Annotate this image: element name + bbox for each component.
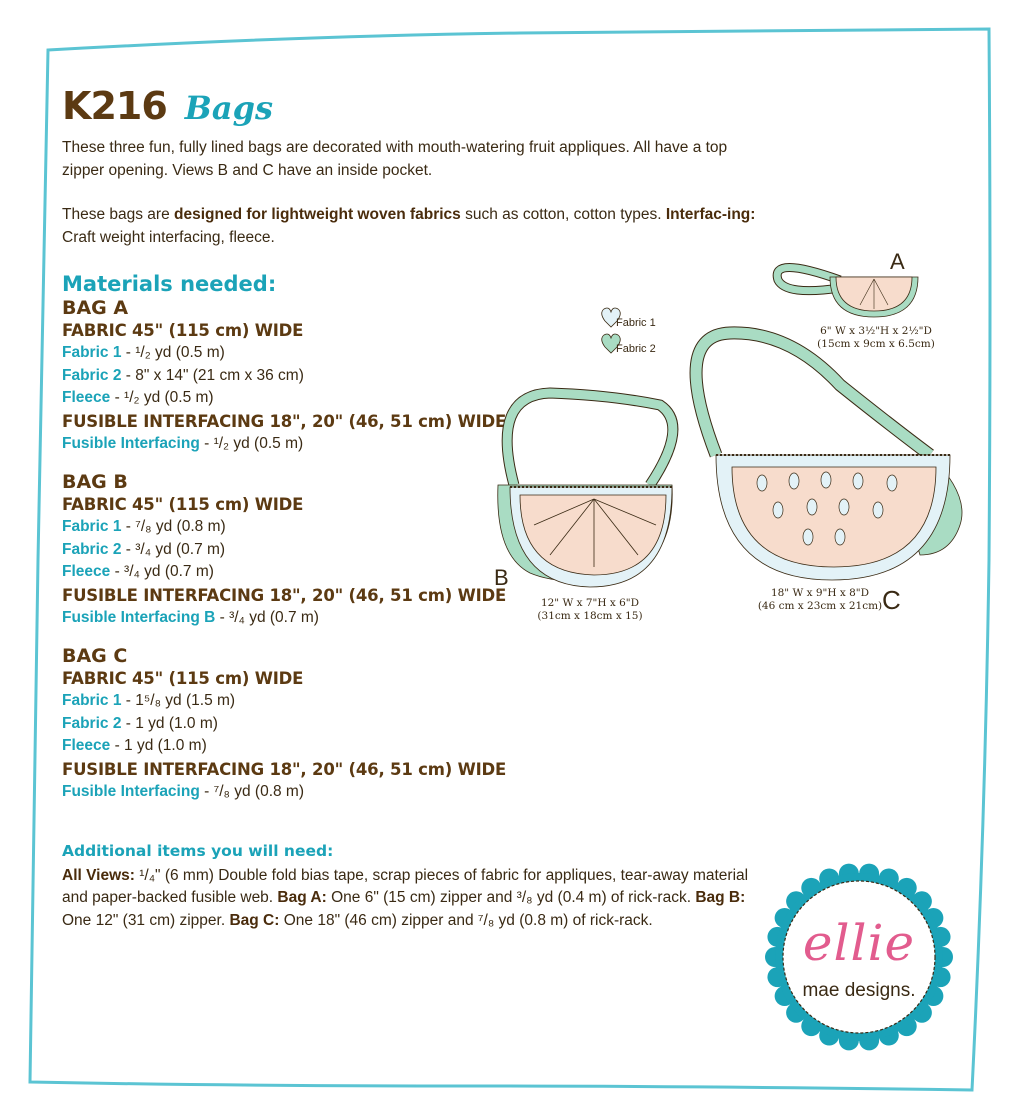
- bags-drawing: [490, 255, 980, 635]
- view-a-label: A: [890, 249, 905, 274]
- intro-paragraph: These three fun, fully lined bags are decorated with mouth-watering fruit appliques. All have a top zipper opening. Views B and C have an inside pocket.: [62, 139, 728, 179]
- bag-a-title: BAG A: [62, 297, 129, 319]
- legend-fabric2: Fabric 2: [616, 343, 656, 355]
- additional-items: [62, 840, 774, 932]
- bag-c-drawing: [696, 333, 962, 580]
- view-c-label: C: [882, 585, 901, 615]
- bag-b-fusible-head: FUSIBLE INTERFACING 18", 20" (46, 51 cm) WIDE: [62, 585, 507, 605]
- bag-illustrations: [490, 249, 980, 635]
- bag-b-drawing: [498, 393, 673, 587]
- materials-heading: Materials needed:: [62, 272, 277, 296]
- page-title: Bags: [184, 89, 273, 127]
- bag-b-fabric-head: FABRIC 45" (115 cm) WIDE: [62, 495, 304, 514]
- logo-ellie-text: ellie: [802, 914, 916, 972]
- bag-a-fusible-head: FUSIBLE INTERFACING 18", 20" (46, 51 cm) WIDE: [62, 411, 507, 431]
- bag-c-fusible: Fusible Interfacing - ⁷/₈ yd (0.8 m): [62, 782, 304, 800]
- bag-b-fusible: Fusible Interfacing B - ³/₄ yd (0.7 m): [62, 608, 319, 626]
- additional-heading: Additional items you will need:: [62, 842, 334, 860]
- bag-b-fabric2: Fabric 2 - ³/₄ yd (0.7 m): [62, 540, 226, 558]
- additional-text: All Views: ¹/₄" (6 mm) Double fold bias tape, scrap pieces of fabric for appliques, tear-away material and paper-backed fusible web. Bag A: One 6" (15 cm) zipper and ³/₈ yd (0.4 m) of rick-rack. Bag B: One 12" (31 cm) zipper. Bag C: One 18" (46 cm) zipper and ⁷/₈ yd (0.8 m) of rick-rack.: [62, 866, 749, 929]
- bag-b-title: BAG B: [62, 471, 128, 493]
- bag-a-dimensions: 6" W x 3½"H x 2½"D (15cm x 9cm x 6.5cm): [817, 325, 935, 350]
- bag-b-fabric1: Fabric 1 - ⁷/₈ yd (0.8 m): [62, 518, 226, 535]
- brand-logo: [764, 862, 954, 1052]
- bag-c-fabric1: Fabric 1 - 1⁵/₈ yd (1.5 m): [62, 692, 236, 709]
- bag-c-fabric-head: FABRIC 45" (115 cm) WIDE: [62, 669, 304, 688]
- bag-c-fleece: Fleece - 1 yd (1.0 m): [62, 737, 207, 754]
- title-row: [62, 84, 782, 136]
- logo-mae-text: mae designs.: [802, 980, 916, 1001]
- bag-a-fabric-head: FABRIC 45" (115 cm) WIDE: [62, 321, 304, 340]
- bag-a-fleece: Fleece - ¹/₂ yd (0.5 m): [62, 389, 214, 406]
- bag-a-fusible: Fusible Interfacing - ¹/₂ yd (0.5 m): [62, 434, 304, 452]
- fabric-paragraph: These bags are designed for lightweight woven fabrics such as cotton, cotton types. Interfac-ing: Craft weight interfacing, fleece.: [62, 206, 756, 246]
- bag-b-fleece: Fleece - ³/₄ yd (0.7 m): [62, 563, 214, 580]
- view-b-label: B: [494, 565, 509, 590]
- bag-a-fabric1: Fabric 1 - ¹/₂ yd (0.5 m): [62, 344, 225, 361]
- bag-c-fabric2: Fabric 2 - 1 yd (1.0 m): [62, 714, 218, 732]
- bag-b-dimensions: 12" W x 7"H x 6"D (31cm x 18cm x 15): [537, 597, 643, 622]
- bag-c-title: BAG C: [62, 645, 128, 667]
- legend-fabric1: Fabric 1: [616, 317, 656, 329]
- bag-c-fusible-head: FUSIBLE INTERFACING 18", 20" (46, 51 cm) WIDE: [62, 759, 507, 779]
- bag-c-materials: [62, 645, 782, 803]
- bag-a-fabric2: Fabric 2 - 8" x 14" (21 cm x 36 cm): [62, 366, 304, 384]
- bag-c-dimensions: 18" W x 9"H x 8"D (46 cm x 23cm x 21cm): [757, 587, 883, 612]
- pattern-code: K216: [62, 84, 167, 128]
